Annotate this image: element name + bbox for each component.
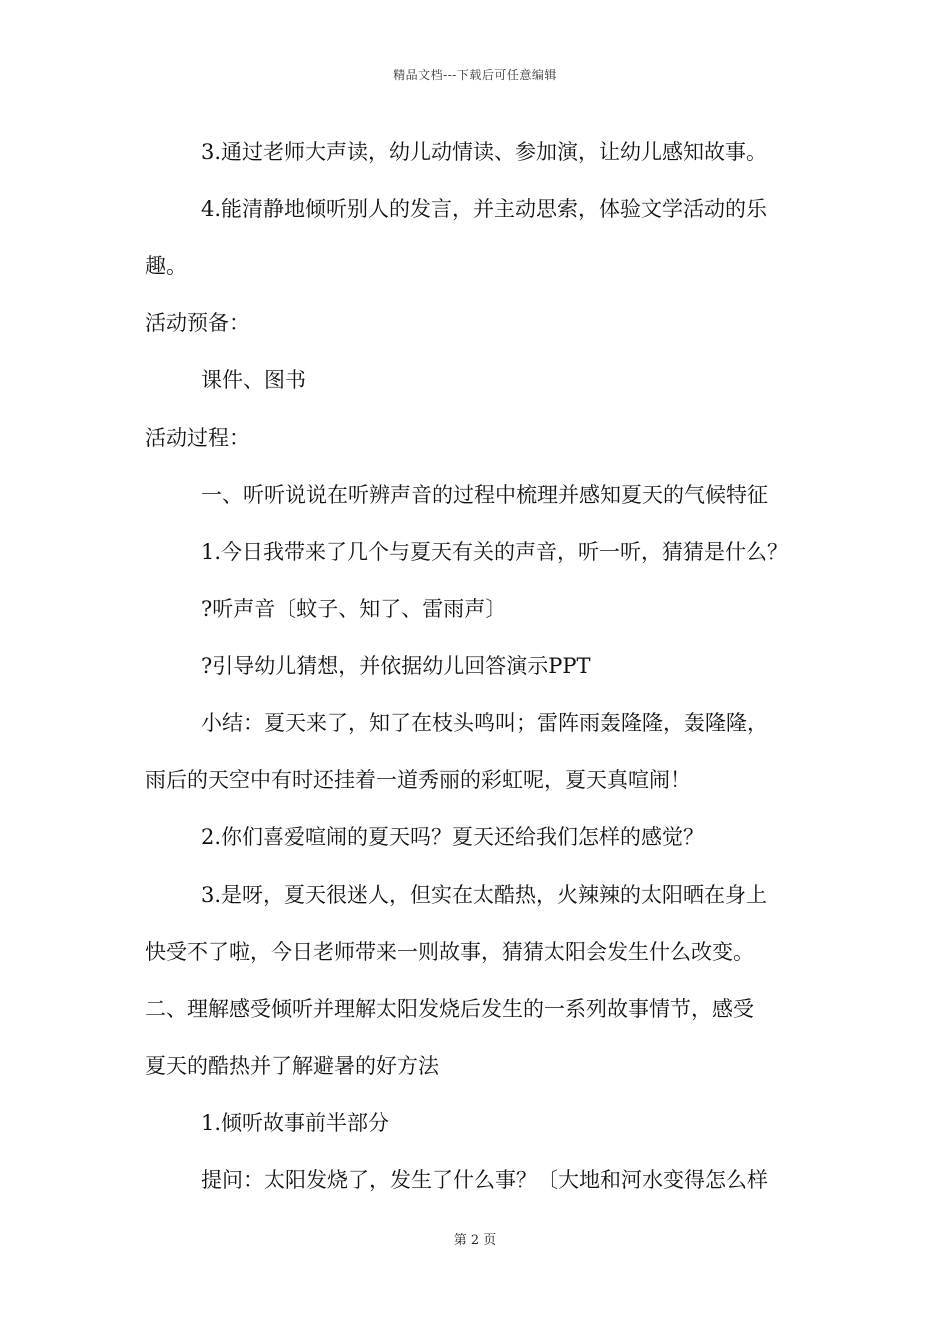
section-heading-process: 活动过程： bbox=[145, 426, 250, 450]
process-step-1-sounds: ?听声音〔蚊子、知了、雷雨声〕 bbox=[201, 597, 507, 621]
section-heading-preparation: 活动预备： bbox=[145, 311, 250, 335]
process-step-1-guide: ?引导幼儿猜想，并依据幼儿回答演示PPT bbox=[201, 654, 591, 678]
objective-4: 4.能清静地倾听别人的发言，并主动思索，体验文学活动的乐 bbox=[201, 197, 768, 221]
process-step-1: 1.今日我带来了几个与夏天有关的声音，听一听，猜猜是什么？ bbox=[201, 540, 789, 564]
part-2-step-1: 1.倾听故事前半部分 bbox=[201, 1111, 390, 1135]
page-header: 精品文档---下载后可任意编辑 bbox=[393, 68, 557, 82]
process-step-3-continued: 快受不了啦，今日老师带来一则故事，猜猜太阳会发生什么改变。 bbox=[145, 940, 754, 964]
objective-4-continued: 趣。 bbox=[145, 254, 187, 278]
preparation-materials: 课件、图书 bbox=[201, 368, 306, 392]
process-part-2-title: 二、理解感受倾听并理解太阳发烧后发生的一系列故事情节，感受 bbox=[145, 997, 754, 1021]
process-step-3: 3.是呀，夏天很迷人，但实在太酷热，火辣辣的太阳晒在身上 bbox=[201, 883, 768, 907]
summary: 小结：夏天来了，知了在枝头鸣叫；雷阵雨轰隆隆，轰隆隆， bbox=[201, 711, 768, 735]
summary-continued: 雨后的天空中有时还挂着一道秀丽的彩虹呢，夏天真喧闹！ bbox=[145, 768, 691, 792]
process-step-2: 2.你们喜爱喧闹的夏天吗？夏天还给我们怎样的感觉？ bbox=[201, 825, 705, 849]
process-part-1-title: 一、听听说说在听辨声音的过程中梳理并感知夏天的气候特征 bbox=[201, 483, 768, 507]
part-2-question: 提问：太阳发烧了，发生了什么事？〔大地和河水变得怎么样 bbox=[201, 1168, 768, 1192]
objective-3: 3.通过老师大声读，幼儿动情读、参加演，让幼儿感知故事。 bbox=[201, 140, 768, 164]
process-part-2-title-continued: 夏天的酷热并了解避暑的好方法 bbox=[145, 1054, 439, 1078]
page-number: 第 2 页 bbox=[453, 1233, 497, 1248]
